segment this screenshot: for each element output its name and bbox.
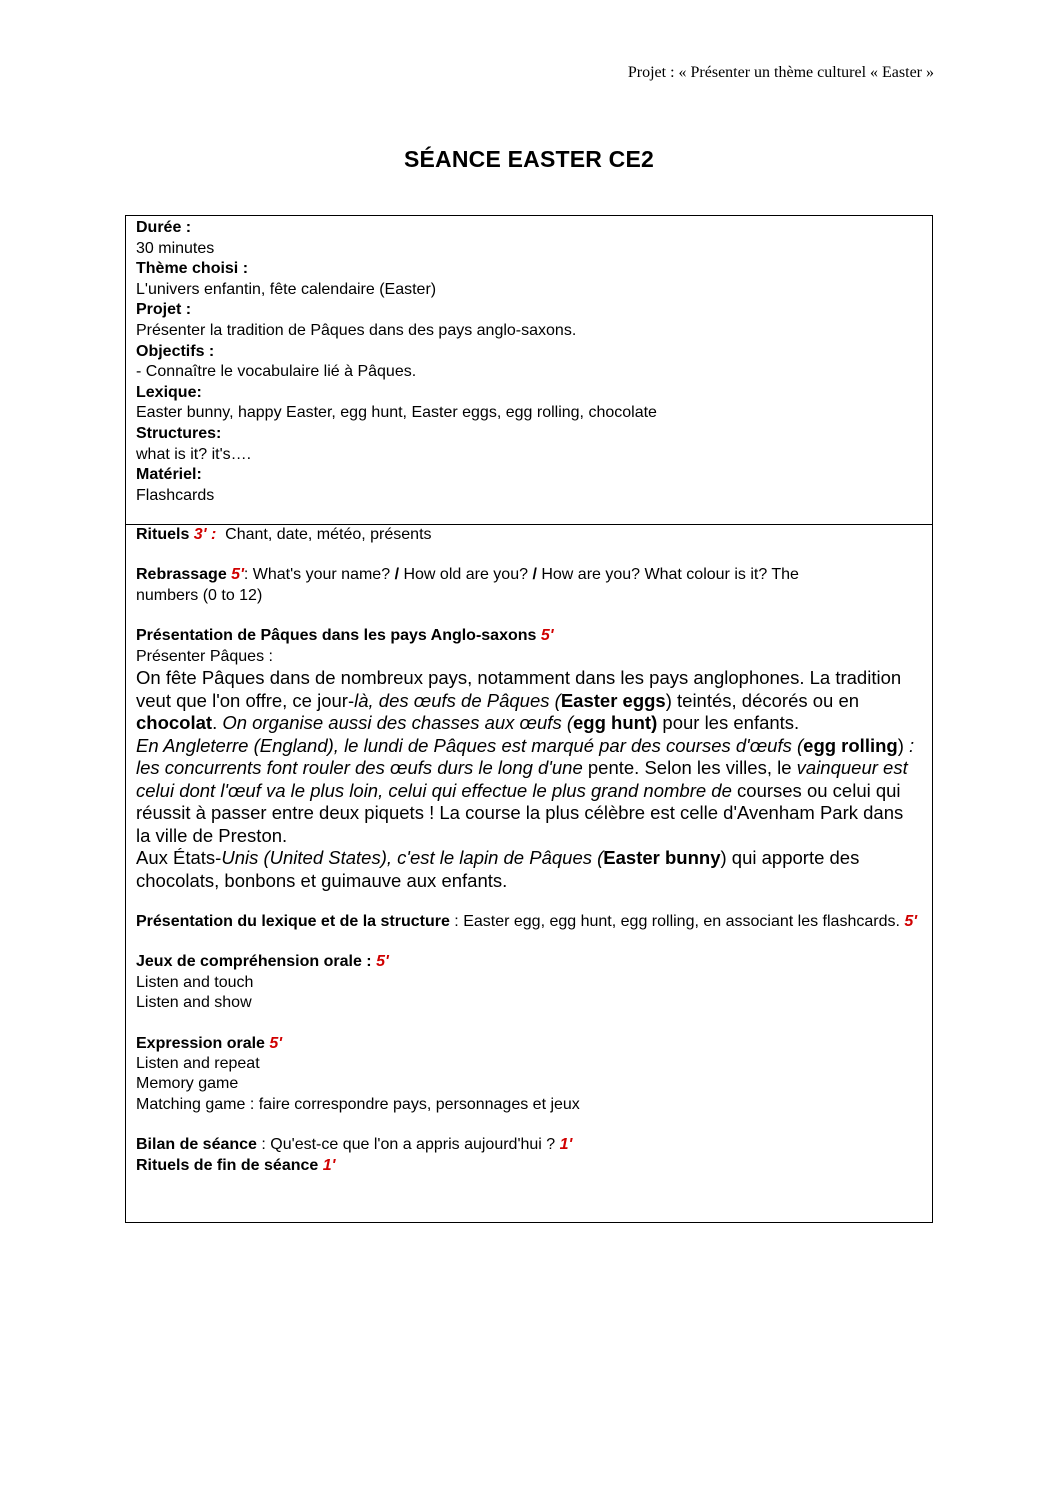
- rebrassage-sep-1: /: [394, 566, 400, 584]
- projet-value: Présenter la tradition de Pâques dans des pays anglo-saxons.: [136, 321, 577, 339]
- rituels-label: Rituels: [136, 526, 190, 543]
- rebrassage-text-3: How are you? What colour is it? The: [541, 566, 799, 584]
- lexique-presentation-label: Présentation du lexique et de la structure: [136, 913, 450, 931]
- paques-p2-f: vainqueur est celui dont l'œuf va le plus loin, celui qui effectue le plus grand nombre de: [136, 757, 908, 801]
- paques-paragraph-2: [136, 735, 922, 848]
- expression-heading: [136, 1034, 922, 1054]
- rituels-time: 3' :: [193, 526, 217, 543]
- paques-p1-e: chocolat: [136, 712, 213, 734]
- paques-paragraph-3: [136, 847, 922, 892]
- lexique-label: Lexique:: [136, 383, 202, 401]
- paques-p1-h: egg hunt): [573, 712, 658, 734]
- rituels-fin-line: [136, 1156, 922, 1176]
- lexique-presentation-block: [136, 912, 922, 932]
- rituels-text: Chant, date, météo, présents: [225, 526, 432, 543]
- bilan-text: : Qu'est-ce que l'on a appris aujourd'hui ?: [256, 1136, 560, 1154]
- rebrassage-block: [136, 565, 922, 606]
- paques-p3-d: ) qui apporte des chocolats, bonbons et guimauve aux enfants.: [136, 847, 860, 891]
- expression-item: Memory game: [136, 1075, 239, 1093]
- duree-value: 30 minutes: [136, 239, 215, 257]
- page-title: SÉANCE EASTER CE2: [403, 146, 655, 172]
- page-header: Projet : « Présenter un thème culturel « Easter »: [627, 64, 934, 81]
- materiel-value: Flashcards: [136, 486, 215, 504]
- lexique-value: Easter bunny, happy Easter, egg hunt, Easter eggs, egg rolling, chocolate: [136, 404, 657, 422]
- expression-time: 5': [269, 1034, 283, 1052]
- theme-label: Thème choisi :: [136, 260, 249, 278]
- paques-p2-g: courses ou celui qui réussit à passer entre deux piquets ! La course la plus célèbre est celle d'Avenham Park dans la ville de Preston.: [136, 779, 904, 846]
- paques-label: Présentation de Pâques dans les pays Anglo-saxons: [136, 627, 537, 645]
- rebrassage-label: Rebrassage: [136, 566, 227, 584]
- paques-p1-f: .: [212, 712, 223, 734]
- duree-label: Durée :: [136, 219, 192, 236]
- bilan-line: [136, 1135, 922, 1155]
- rebrassage-text-4: numbers (0 to 12): [136, 586, 263, 604]
- expression-item: Matching game : faire correspondre pays, personnages et jeux: [136, 1095, 580, 1113]
- paques-paragraph-1: [136, 667, 922, 735]
- paques-p2-e: pente. Selon les villes, le: [587, 757, 797, 779]
- structures-label: Structures:: [136, 424, 222, 442]
- rituels-line: [136, 525, 922, 545]
- lexique-presentation-text: : Easter egg, egg hunt, egg rolling, en associant les flashcards.: [449, 913, 905, 931]
- comprehension-item: Listen and show: [136, 994, 252, 1012]
- paques-p2-d: : les concurrents font rouler des œufs durs le long d'une: [136, 734, 915, 779]
- objectifs-value: - Connaître le vocabulaire lié à Pâques.: [136, 363, 417, 381]
- comprehension-item: Listen and touch: [136, 973, 254, 991]
- lexique-presentation-time: 5': [904, 913, 918, 931]
- rituels-fin-time: 1': [322, 1156, 336, 1174]
- lesson-steps-cell: [126, 525, 932, 1222]
- expression-label: Expression orale: [136, 1034, 265, 1052]
- paques-p2-a: En Angleterre (England), le lundi de Pâques est marqué par des courses d'œufs (: [136, 734, 804, 756]
- paques-p1-b: là, des œufs de Pâques (: [354, 689, 561, 711]
- rituels-fin-label: Rituels de fin de séance: [136, 1156, 319, 1174]
- paques-p1-g: On organise aussi des chasses aux œufs (: [222, 712, 573, 734]
- paques-p1-i: pour les enfants.: [657, 712, 800, 734]
- rebrassage-text-2: How old are you?: [403, 566, 528, 584]
- paques-heading: [136, 626, 922, 646]
- rebrassage-sep-2: /: [532, 566, 537, 584]
- expression-item: Listen and repeat: [136, 1055, 260, 1073]
- comprehension-label: Jeux de compréhension orale :: [136, 953, 372, 971]
- paques-p1-c: Easter eggs: [560, 689, 666, 711]
- paques-intro: Présenter Pâques :: [136, 647, 273, 665]
- paques-time: 5': [540, 627, 554, 645]
- lesson-table: [125, 215, 933, 1223]
- paques-p1-a: On fête Pâques dans de nombreux pays, notamment dans les pays anglophones. La tradition veut que l'on offre, ce jour-: [136, 667, 902, 711]
- rebrassage-text-1: : What's your name?: [243, 566, 391, 584]
- paques-p3-a: Aux États-: [136, 847, 222, 869]
- comprehension-time: 5': [376, 953, 389, 971]
- lesson-info-cell: [126, 216, 932, 525]
- rebrassage-time: 5': [231, 566, 244, 584]
- theme-value: L'univers enfantin, fête calendaire (Easter): [136, 280, 437, 298]
- objectifs-label: Objectifs :: [136, 342, 215, 360]
- paques-p2-b: egg rolling: [803, 734, 898, 756]
- paques-p3-b: Unis (United States), c'est le lapin de Pâques (: [221, 847, 604, 869]
- projet-label: Projet :: [136, 301, 192, 319]
- paques-p2-c: ): [897, 734, 910, 756]
- comprehension-heading: [136, 952, 922, 972]
- bilan-time: 1': [559, 1136, 573, 1154]
- paques-p1-d: ) teintés, décorés ou en: [665, 689, 860, 711]
- paques-p3-c: Easter bunny: [603, 847, 721, 869]
- materiel-label: Matériel:: [136, 466, 202, 484]
- structures-value: what is it? it's….: [136, 445, 252, 463]
- bilan-label: Bilan de séance: [136, 1136, 257, 1154]
